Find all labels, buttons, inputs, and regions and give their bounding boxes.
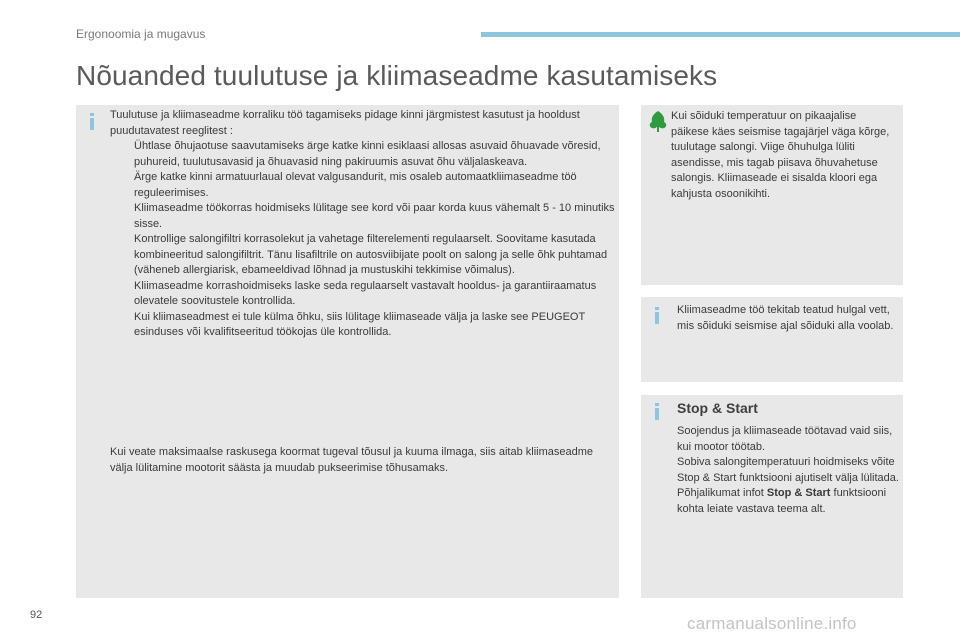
list-item: Kui kliimaseadmest ei tule külma õhku, siis lülitage kliimaseade välja ja laske see PEUGEOT esinduses või kvalifitseeritud töökojas üle kontrollida. xyxy=(134,310,585,338)
page-title: Nõuanded tuulutuse ja kliimaseadme kasutamiseks xyxy=(76,60,718,91)
info-icon xyxy=(655,307,659,324)
list-item: Kontrollige salongifiltri korrasolekut ja vahetage filterelementi regulaarselt. Soovitame kasutada kombineeritud salongifiltrit. Tänu lisafiltrile on autosviibijate poolt on salong ja selle õhk puhtamad (väheneb allergiarisk, ebameeldivad lõhnad ja mustuskihi tekkimise võimalus). xyxy=(134,233,608,276)
section-header: Ergonoomia ja mugavus xyxy=(76,27,206,41)
list-item: Ärge katke kinni armatuurlaual olevat valgusandurit, mis osaleb automaatkliimaseadme töö reguleerimises. xyxy=(134,171,577,199)
list-item: Kliimaseadme töökorras hoidmiseks lülitage see kord või paar korda kuus vähemalt 5 - 10 minutiks sisse. xyxy=(134,202,615,230)
info-icon xyxy=(655,403,659,420)
list-item: Kliimaseadme korrashoidmiseks laske seda regulaarselt vastavalt hooldus- ja garantiiraamatus olevatele soovitustele kontrollida. xyxy=(134,279,597,307)
stop-start-title: Stop & Start xyxy=(677,400,758,416)
stop-start-box xyxy=(641,395,903,598)
stop-start-p3: Põhjalikumat infot Stop & Start funktsiooni kohta leiate vastava teema alt. xyxy=(677,487,887,515)
left-content xyxy=(110,108,615,341)
list-item: Ühtlase õhujaotuse saavutamiseks ärge katke kinni esiklaasi allosas asuvaid õhuavade võresid, puhureid, tuulutusavasid ja õhuavasid ning pakiruumis asuvat õhu väljalaskeava. xyxy=(134,140,601,168)
water-info-box xyxy=(641,297,903,382)
header-accent-bar xyxy=(481,32,960,37)
watermark: carmanualsonline.info xyxy=(687,614,857,633)
water-info-text: Kliimaseadme töö tekitab teatud hulgal vett, mis sõiduki seismise ajal sõiduki alla voolab. xyxy=(677,304,894,332)
eco-leaf-icon xyxy=(647,110,669,132)
stop-start-bold: Stop & Start xyxy=(766,487,831,499)
towing-note: Kui veate maksimaalse raskusega koormat tugeval tõusul ja kuuma ilmaga, siis aitab kliimaseadme välja lülitamine mootorit säästa ja muudab pukseerimise tõhusamaks. xyxy=(110,446,594,474)
tips-list xyxy=(110,139,615,341)
eco-tip-box xyxy=(641,105,903,285)
left-info-box xyxy=(76,105,619,598)
page-number: 92 xyxy=(30,609,43,621)
stop-start-text xyxy=(677,424,899,517)
stop-start-p2: Sobiva salongitemperatuuri hoidmiseks võite Stop & Start funktsiooni ajutiselt välja lülitada. xyxy=(677,456,899,484)
intro-text: Tuulutuse ja kliimaseadme korraliku töö tagamiseks pidage kinni järgmistest kasutust ja hooldust puudutavatest reeglitest : xyxy=(110,109,580,137)
eco-text: Kui sõiduki temperatuur on pikaajalise päikese käes seismise tagajärjel väga kõrge, tuulutage salongi. Viige õhuhulga lüliti asendisse, mis tagab piisava õhuvahetuse salongis. Kliimaseade ei sisalda kloori ega kahjusta osoonikihti. xyxy=(671,110,890,200)
info-icon xyxy=(90,113,94,130)
stop-start-p1: Soojendus ja kliimaseade töötavad vaid siis, kui mootor töötab. xyxy=(677,425,893,453)
